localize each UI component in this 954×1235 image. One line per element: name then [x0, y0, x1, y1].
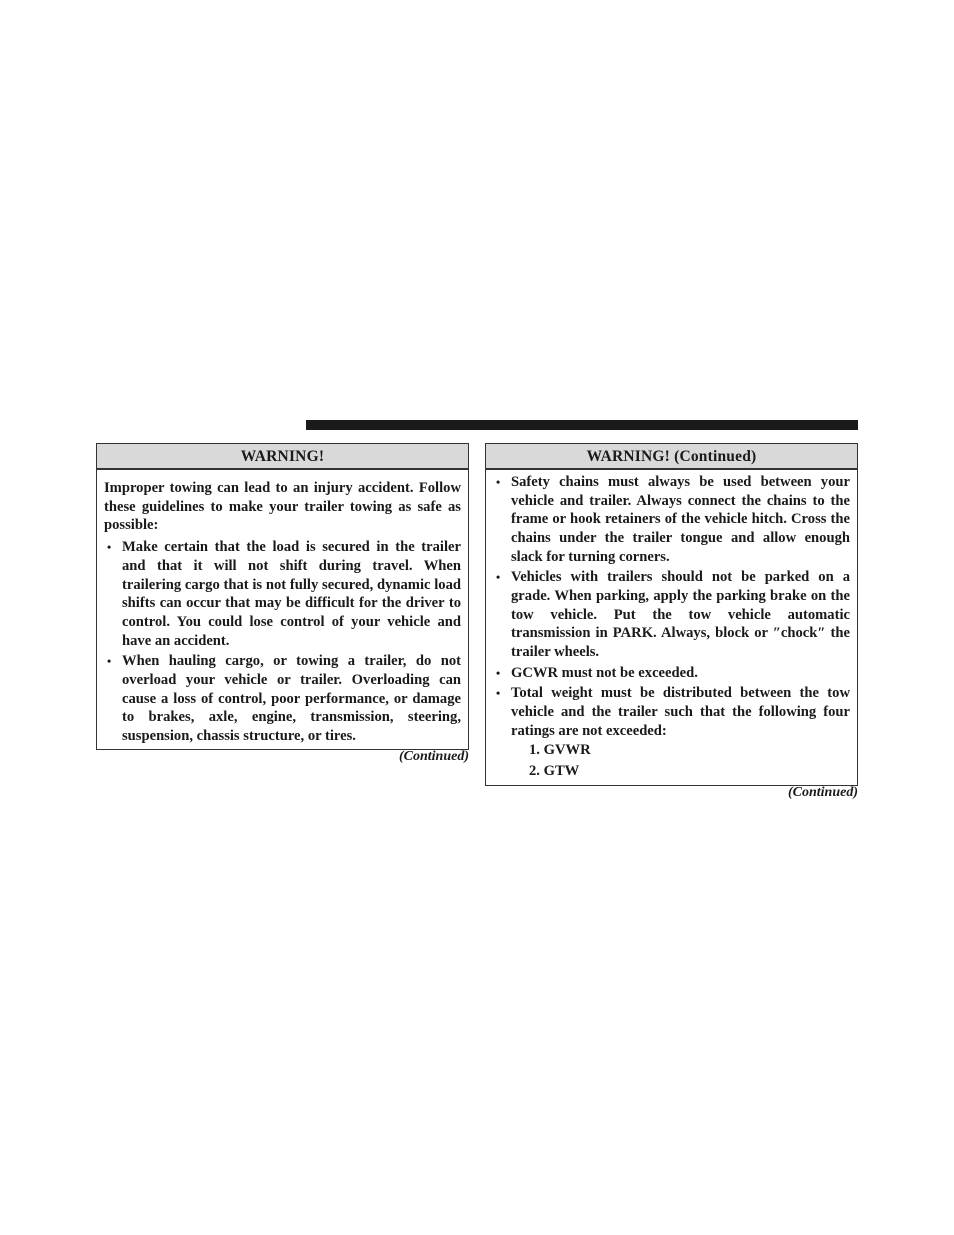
list-item-text: Safety chains must always be used between your vehicle and trailer. Always connect the chains to the frame or hook retainers of the vehicle hitch. Cross the chains under the trailer tongue and allow enough slack for turning corners.	[511, 474, 850, 565]
bullet-icon: •	[107, 654, 112, 669]
continued-label-right: (Continued)	[787, 785, 858, 800]
list-item-text: Make certain that the load is secured in the trailer and that it will not shift during travel. When trailering cargo that is not fully secured, dynamic load shifts can occur that may be difficult for the driver to control. You could lose control of your vehicle and have an accident.	[122, 539, 461, 649]
warning-header: WARNING!	[97, 444, 468, 470]
bullet-icon: •	[496, 665, 501, 680]
bullet-icon: •	[496, 570, 501, 585]
bullet-icon: •	[496, 686, 501, 701]
warning-body	[486, 470, 857, 781]
section-rule	[306, 420, 858, 430]
warning-bullet-list	[493, 473, 850, 781]
list-item-text: Total weight must be distributed between the tow vehicle and the trailer such that the following four ratings are not exceeded:	[511, 685, 850, 739]
bullet-icon: •	[107, 540, 112, 555]
warning-header: WARNING! (Continued)	[486, 444, 857, 470]
list-item	[493, 568, 850, 662]
warning-body	[97, 470, 468, 746]
bullet-icon: •	[496, 475, 501, 489]
warning-intro: Improper towing can lead to an injury accident. Follow these guidelines to make your trailer towing as safe as possible:	[104, 480, 461, 534]
list-item	[493, 473, 850, 567]
list-item	[493, 664, 850, 683]
warning-bullet-list	[104, 538, 461, 746]
warning-box-right	[485, 443, 858, 786]
list-item-text: GCWR must not be exceeded.	[511, 664, 698, 681]
list-item	[104, 652, 461, 746]
list-item-text: Vehicles with trailers should not be parked on a grade. When parking, apply the parking brake on the tow vehicle. Put the tow vehicle automatic transmission in PARK. Always, block or ″chock″ the trailer wheels.	[511, 569, 850, 661]
warning-box-left	[96, 443, 469, 750]
rating-item-gtw: 2. GTW	[529, 763, 580, 780]
continued-label-left: (Continued)	[398, 749, 469, 764]
list-item-text: When hauling cargo, or towing a trailer, do not overload your vehicle or trailer. Overloading can cause a loss of control, poor performance, or damage to brakes, axle, engine, transmission, steering, suspension, chassis structure, or tires.	[122, 653, 461, 744]
rating-item-gvwr: 1. GVWR	[529, 742, 591, 759]
list-item	[493, 684, 850, 781]
list-item	[104, 538, 461, 650]
ratings-list	[511, 741, 850, 781]
